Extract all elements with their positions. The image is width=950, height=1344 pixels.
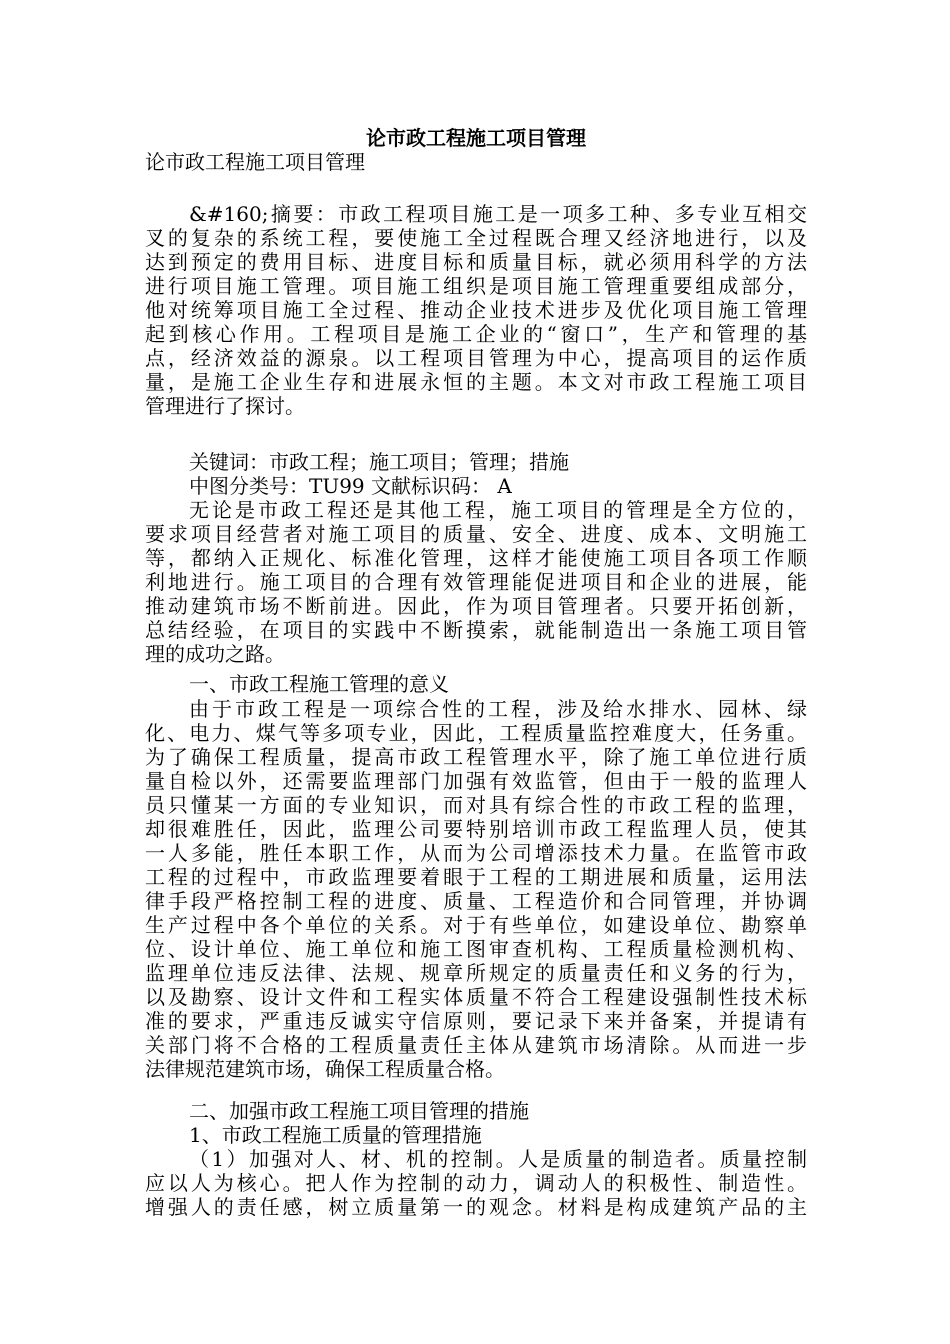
body-line: 化、电力、煤气等多项专业，因此，工程质量监控难度大，任务重。 <box>145 721 807 745</box>
body-line: 员只懂某一方面的专业知识，而对具有综合性的市政工程的监理， <box>145 793 807 817</box>
body-line: 量自检以外，还需要监理部门加强有效监管，但由于一般的监理人 <box>145 769 807 793</box>
keywords: 关键词：市政工程；施工项目；管理；措施 <box>189 450 569 474</box>
body-line: 应以人为核心。把人作为控制的动力，调动人的积极性、制造性。 <box>145 1171 807 1195</box>
body-line: 无论是市政工程还是其他工程，施工项目的管理是全方位的， <box>189 498 807 522</box>
body-line: 监理单位违反法律、法规、规章所规定的质量责任和义务的行为， <box>145 961 807 985</box>
abstract-line: 达到预定的费用目标、进度目标和质量目标，就必须用科学的方法 <box>145 250 807 274</box>
body-line: 由于市政工程是一项综合性的工程，涉及给水排水、园林、绿 <box>189 697 807 721</box>
abstract-line: 量，是施工企业生存和进展永恒的主题。本文对市政工程施工项目 <box>145 370 807 394</box>
body-line: 准的要求，严重违反诚实守信原则，要记录下来并备案，并提请有 <box>145 1009 807 1033</box>
subsection-heading: 1、市政工程施工质量的管理措施 <box>189 1123 482 1147</box>
abstract-line: &#160;摘要：市政工程项目施工是一项多工种、多专业互相交 <box>189 202 807 226</box>
abstract-line: 他对统筹项目施工全过程、推动企业技术进步及优化项目施工管理 <box>145 298 807 322</box>
body-line: 生产过程中各个单位的关系。对于有些单位，如建设单位、勘察单 <box>145 913 807 937</box>
body-line: 等，都纳入正规化、标准化管理，这样才能使施工项目各项工作顺 <box>145 546 807 570</box>
body-line: 要求项目经营者对施工项目的质量、安全、进度、成本、文明施工 <box>145 522 807 546</box>
abstract-line: 叉的复杂的系统工程，要使施工全过程既合理又经济地进行，以及 <box>145 226 807 250</box>
body-line: 位、设计单位、施工单位和施工图审查机构、工程质量检测机构、 <box>145 937 807 961</box>
body-line: 为了确保工程质量，提高市政工程管理水平，除了施工单位进行质 <box>145 745 807 769</box>
body-line: 法律规范建筑市场，确保工程质量合格。 <box>145 1057 505 1081</box>
body-line: 总结经验，在项目的实践中不断摸索，就能制造出一条施工项目管 <box>145 618 807 642</box>
abstract-line: 进行项目施工管理。项目施工组织是项目施工管理重要组成部分， <box>145 274 807 298</box>
section-heading: 二、加强市政工程施工项目管理的措施 <box>189 1099 529 1123</box>
body-line: 推动建筑市场不断前进。因此，作为项目管理者。只要开拓创新， <box>145 594 807 618</box>
body-line: 却很难胜任，因此，监理公司要特别培训市政工程监理人员，使其 <box>145 817 807 841</box>
document-subtitle: 论市政工程施工项目管理 <box>145 150 365 174</box>
body-line: 理的成功之路。 <box>145 642 285 666</box>
abstract-line: 管理进行了探讨。 <box>145 394 305 418</box>
body-line: 以及勘察、设计文件和工程实体质量不符合工程建设强制性技术标 <box>145 985 807 1009</box>
classification: 中图分类号：TU99 文献标识码： A <box>189 474 512 498</box>
body-line: 律手段严格控制工程的进度、质量、工程造价和合同管理，并协调 <box>145 889 807 913</box>
body-line: 关部门将不合格的工程质量责任主体从建筑市场清除。从而进一步 <box>145 1033 807 1057</box>
abstract-line: 起到核心作用。工程项目是施工企业的“窗口”，生产和管理的基 <box>145 322 807 346</box>
body-line: （1）加强对人、材、机的控制。人是质量的制造者。质量控制 <box>189 1147 807 1171</box>
document-title: 论市政工程施工项目管理 <box>366 126 586 150</box>
body-line: 工程的过程中，市政监理要着眼于工程的工期进展和质量，运用法 <box>145 865 807 889</box>
body-line: 一人多能，胜任本职工作，从而为公司增添技术力量。在监管市政 <box>145 841 807 865</box>
body-line: 利地进行。施工项目的合理有效管理能促进项目和企业的进展，能 <box>145 570 807 594</box>
abstract-line: 点，经济效益的源泉。以工程项目管理为中心，提高项目的运作质 <box>145 346 807 370</box>
section-heading: 一、市政工程施工管理的意义 <box>189 672 449 696</box>
body-line: 增强人的责任感，树立质量第一的观念。材料是构成建筑产品的主 <box>145 1195 807 1219</box>
